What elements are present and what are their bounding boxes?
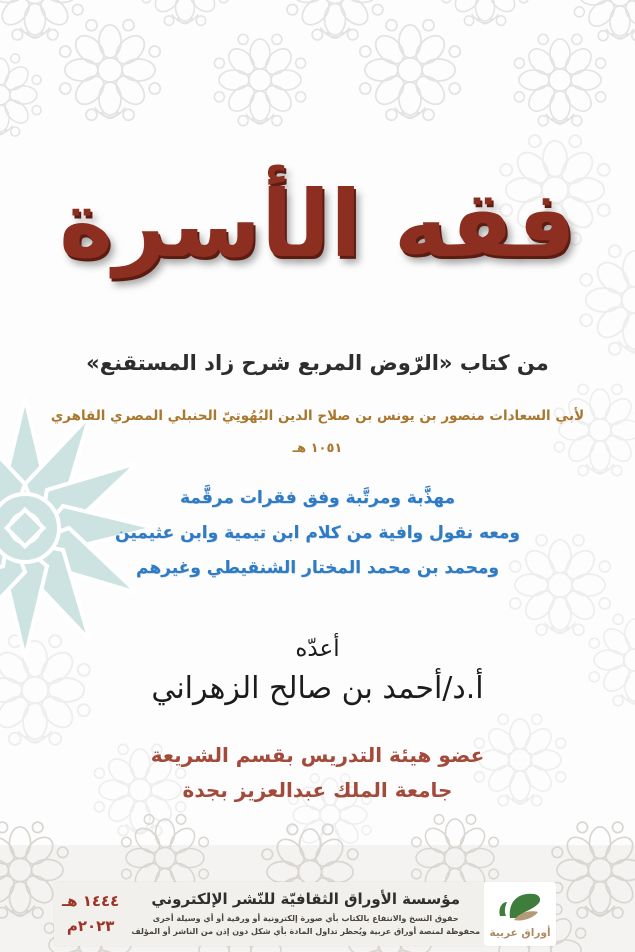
prepared-by-label: أعدّه <box>295 636 340 662</box>
publication-dates <box>54 882 127 946</box>
publisher-name: مؤسسة الأوراق الثقافيّة للنّشر الإلكتروني <box>151 890 460 909</box>
book-subtitle: من كتاب «الرّوض المربع شرح زاد المستقنع» <box>86 351 549 375</box>
gregorian-year: ٢٠٢٣م <box>66 917 115 935</box>
publisher-logo <box>484 882 556 946</box>
prepared-by-affiliation <box>0 738 635 808</box>
original-author-death-date: ١٠٥١ هـ <box>292 441 343 456</box>
awraq-arabia-logo-icon <box>494 890 546 926</box>
copyright-line-2: محفوظة لمنصة أوراق عربية ويُحظر تداول المادة بأي شكل دون إذن من الناشر أو المؤلف <box>131 926 481 936</box>
publisher-info <box>127 882 484 946</box>
feature-line-1: مهذَّبة ومرتَّبة وفق فقرات مرقَّمة <box>179 488 456 508</box>
book-title: فقه الأسرة <box>59 171 576 278</box>
edition-features <box>0 481 635 586</box>
publisher-logo-text: أوراق عربية <box>489 926 551 939</box>
hijri-year: ١٤٤٤ هـ <box>61 891 120 910</box>
prepared-by-name: أ.د/أحمد بن صالح الزهراني <box>151 671 484 706</box>
publisher-footer-bar <box>54 882 556 946</box>
copyright-line-1: حقوق النسخ والانتفاع بالكتاب بأي صورة إلكترونية أو ورقية أو أي وسيلة أخرى <box>152 914 459 924</box>
feature-line-3: ومحمد بن محمد المختار الشنقيطي وغيرهم <box>136 558 499 578</box>
affiliation-line-2: جامعة الملك عبدالعزيز بجدة <box>182 778 453 802</box>
affiliation-line-1: عضو هيئة التدريس بقسم الشريعة <box>150 743 485 767</box>
original-author-line: لأبي السعادات منصور بن يونس بن صلاح الدين البُهُوتِيّ الحنبلي المصري القاهري <box>50 408 585 424</box>
feature-line-2: ومعه نقول وافية من كلام ابن تيمية وابن عثيمين <box>115 523 520 543</box>
